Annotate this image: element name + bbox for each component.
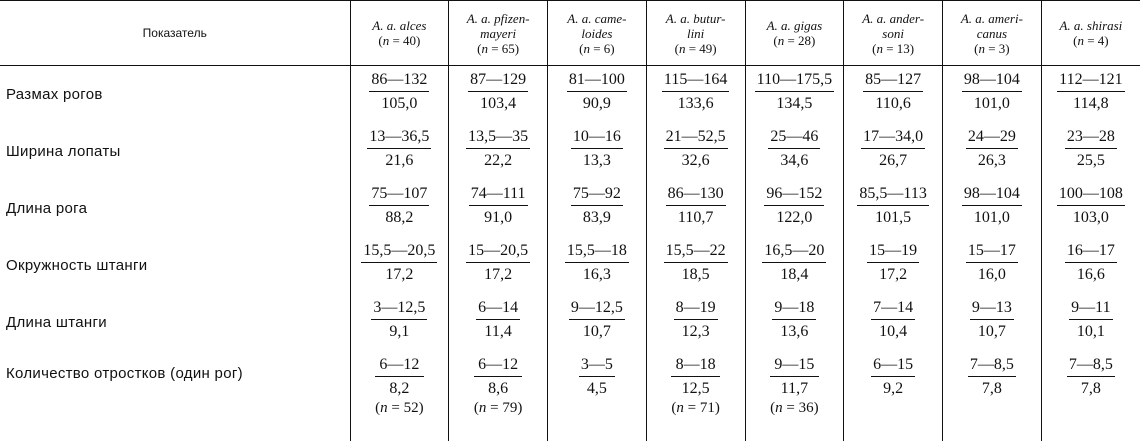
value-cell bbox=[745, 237, 844, 294]
value-cell bbox=[1041, 123, 1140, 180]
value-cell bbox=[449, 123, 548, 180]
value-cell bbox=[548, 351, 647, 441]
mean-value: 134,5 bbox=[776, 95, 813, 112]
mean-value: 9,1 bbox=[389, 323, 410, 340]
value-cell bbox=[548, 294, 647, 351]
range-value: 96—152 bbox=[764, 184, 824, 206]
mean-value: 10,7 bbox=[977, 323, 1006, 340]
range-value: 9—13 bbox=[970, 298, 1014, 320]
range-value: 9—12,5 bbox=[569, 298, 625, 320]
value-cell bbox=[449, 66, 548, 124]
range-value: 15—19 bbox=[867, 241, 919, 263]
subspecies-header bbox=[1041, 1, 1140, 66]
sample-size: (n = 4) bbox=[1073, 33, 1109, 48]
subspecies-name: A. a. ameri- bbox=[960, 10, 1023, 26]
value-cell bbox=[646, 351, 745, 441]
value-cell bbox=[943, 180, 1042, 237]
value-cell bbox=[844, 294, 943, 351]
range-value: 15,5—20,5 bbox=[361, 241, 437, 263]
range-value: 13—36,5 bbox=[367, 127, 431, 149]
range-value: 85—127 bbox=[863, 70, 923, 92]
range-value: 15,5—22 bbox=[664, 241, 728, 263]
subspecies-header bbox=[745, 1, 844, 66]
table-row bbox=[0, 180, 1140, 237]
range-value: 15—17 bbox=[966, 241, 1018, 263]
sample-size: (n = 3) bbox=[974, 40, 1010, 56]
range-value: 6—12 bbox=[375, 355, 423, 377]
range-value: 9—18 bbox=[772, 298, 816, 320]
subspecies-name: A. a. pfizen- bbox=[466, 10, 530, 26]
range-value: 75—107 bbox=[369, 184, 429, 206]
value-cell bbox=[350, 66, 449, 124]
range-value: 115—164 bbox=[662, 70, 729, 92]
value-cell bbox=[844, 123, 943, 180]
range-value: 6—15 bbox=[871, 355, 915, 377]
mean-value: 18,5 bbox=[681, 266, 710, 283]
row-label: Размах рогов bbox=[6, 86, 103, 103]
sample-size: (n = 6) bbox=[579, 40, 615, 56]
subspecies-name: A. a. gigas bbox=[766, 18, 823, 33]
mean-value: 16,0 bbox=[977, 266, 1006, 283]
subspecies-name: A. a. ander- bbox=[862, 10, 925, 26]
mean-value: 105,0 bbox=[381, 95, 418, 112]
range-value: 21—52,5 bbox=[664, 127, 728, 149]
range-value: 15,5—18 bbox=[565, 241, 629, 263]
mean-value: 101,5 bbox=[875, 209, 912, 226]
mean-value: 32,6 bbox=[681, 152, 710, 169]
extra-sample-size: (n = 52) bbox=[375, 400, 424, 416]
mean-value: 4,5 bbox=[586, 380, 607, 397]
value-cell bbox=[548, 237, 647, 294]
indicator-header: Показатель bbox=[0, 1, 350, 66]
mean-value: 10,7 bbox=[582, 323, 611, 340]
mean-value: 110,7 bbox=[677, 209, 714, 226]
range-value: 16—17 bbox=[1065, 241, 1117, 263]
sample-size: (n = 28) bbox=[773, 33, 816, 48]
value-cell bbox=[350, 123, 449, 180]
range-value: 75—92 bbox=[571, 184, 623, 206]
range-value: 7—14 bbox=[871, 298, 915, 320]
subspecies-header bbox=[548, 1, 647, 66]
mean-value: 101,0 bbox=[973, 95, 1010, 112]
value-cell bbox=[350, 237, 449, 294]
mean-value: 17,2 bbox=[385, 266, 414, 283]
range-value: 110—175,5 bbox=[755, 70, 834, 92]
mean-value: 34,6 bbox=[780, 152, 809, 169]
value-cell bbox=[745, 123, 844, 180]
subspecies-header bbox=[646, 1, 745, 66]
range-value: 100—108 bbox=[1057, 184, 1125, 206]
mean-value: 7,8 bbox=[981, 380, 1002, 397]
mean-value: 16,3 bbox=[582, 266, 611, 283]
mean-value: 21,6 bbox=[385, 152, 414, 169]
mean-value: 11,4 bbox=[484, 323, 512, 340]
range-value: 6—12 bbox=[474, 355, 522, 377]
mean-value: 8,2 bbox=[389, 380, 410, 397]
value-cell bbox=[1041, 66, 1140, 124]
value-cell bbox=[1041, 351, 1140, 441]
sample-size: (n = 65) bbox=[477, 40, 520, 56]
mean-value: 103,0 bbox=[1072, 209, 1109, 226]
row-label: Количество отростков (один рог) bbox=[6, 365, 243, 382]
mean-value: 133,6 bbox=[677, 95, 714, 112]
extra-sample-size: (n = 71) bbox=[671, 400, 720, 416]
value-cell bbox=[745, 351, 844, 441]
table-row bbox=[0, 237, 1140, 294]
mean-value: 9,2 bbox=[883, 380, 904, 397]
mean-value: 110,6 bbox=[875, 95, 911, 112]
extra-sample-size: (n = 79) bbox=[473, 400, 523, 416]
value-cell bbox=[350, 351, 449, 441]
value-cell bbox=[1041, 180, 1140, 237]
mean-value: 101,0 bbox=[973, 209, 1010, 226]
value-cell bbox=[449, 180, 548, 237]
mean-value: 11,7 bbox=[780, 380, 809, 397]
extra-sample-size: (n = 36) bbox=[770, 400, 819, 416]
range-value: 7—8,5 bbox=[1067, 355, 1115, 377]
range-value: 9—15 bbox=[770, 355, 818, 377]
mean-value: 91,0 bbox=[484, 209, 513, 226]
mean-value: 25,5 bbox=[1076, 152, 1105, 169]
row-label: Длина штанги bbox=[6, 314, 107, 331]
value-cell bbox=[844, 180, 943, 237]
mean-value: 16,6 bbox=[1076, 266, 1105, 283]
mean-value: 10,4 bbox=[879, 323, 908, 340]
value-cell bbox=[844, 66, 943, 124]
value-cell bbox=[449, 294, 548, 351]
range-value: 81—100 bbox=[567, 70, 627, 92]
mean-value: 83,9 bbox=[582, 209, 611, 226]
sample-size: (n = 49) bbox=[674, 40, 717, 56]
mean-value: 13,3 bbox=[582, 152, 611, 169]
range-value: 98—104 bbox=[962, 184, 1022, 206]
subspecies-header bbox=[943, 1, 1042, 66]
row-label: Ширина лопаты bbox=[6, 143, 121, 160]
sample-size: (n = 13) bbox=[872, 40, 915, 56]
subspecies-name: A. a. butur- bbox=[665, 10, 726, 26]
range-value: 16,5—20 bbox=[762, 241, 826, 263]
mean-value: 22,2 bbox=[484, 152, 513, 169]
mean-value: 103,4 bbox=[480, 95, 517, 112]
value-cell bbox=[745, 180, 844, 237]
range-value: 15—20,5 bbox=[466, 241, 530, 263]
value-cell bbox=[943, 123, 1042, 180]
range-value: 87—129 bbox=[468, 70, 528, 92]
mean-value: 12,5 bbox=[681, 380, 710, 397]
value-cell bbox=[844, 351, 943, 441]
subspecies-name-cont: mayeri bbox=[480, 25, 517, 41]
value-cell bbox=[548, 180, 647, 237]
value-cell bbox=[449, 237, 548, 294]
value-cell bbox=[646, 180, 745, 237]
value-cell bbox=[646, 237, 745, 294]
range-value: 98—104 bbox=[962, 70, 1022, 92]
value-cell bbox=[1041, 237, 1140, 294]
range-value: 10—16 bbox=[571, 127, 623, 149]
range-value: 112—121 bbox=[1057, 70, 1124, 92]
range-value: 3—5 bbox=[579, 355, 615, 377]
range-value: 85,5—113 bbox=[857, 184, 928, 206]
range-value: 7—8,5 bbox=[968, 355, 1016, 377]
mean-value: 17,2 bbox=[484, 266, 513, 283]
mean-value: 17,2 bbox=[879, 266, 908, 283]
value-cell bbox=[943, 294, 1042, 351]
range-value: 23—28 bbox=[1065, 127, 1117, 149]
header-row bbox=[0, 1, 1140, 66]
value-cell bbox=[548, 123, 647, 180]
mean-value: 90,9 bbox=[582, 95, 611, 112]
mean-value: 26,3 bbox=[977, 152, 1006, 169]
mean-value: 122,0 bbox=[776, 209, 813, 226]
subspecies-name-cont: soni bbox=[882, 25, 904, 41]
range-value: 74—111 bbox=[469, 184, 528, 206]
value-cell bbox=[943, 66, 1042, 124]
table-row bbox=[0, 66, 1140, 124]
value-cell bbox=[844, 237, 943, 294]
value-cell bbox=[548, 66, 647, 124]
range-value: 17—34,0 bbox=[861, 127, 925, 149]
value-cell bbox=[1041, 294, 1140, 351]
range-value: 6—14 bbox=[476, 298, 520, 320]
mean-value: 13,6 bbox=[780, 323, 809, 340]
value-cell bbox=[646, 123, 745, 180]
value-cell bbox=[449, 351, 548, 441]
row-label: Окружность штанги bbox=[6, 257, 148, 274]
value-cell bbox=[350, 180, 449, 237]
subspecies-header bbox=[844, 1, 943, 66]
value-cell bbox=[745, 294, 844, 351]
subspecies-header bbox=[350, 1, 449, 66]
value-cell bbox=[646, 66, 745, 124]
value-cell bbox=[646, 294, 745, 351]
subspecies-name-cont: canus bbox=[976, 25, 1008, 41]
mean-value: 10,1 bbox=[1076, 323, 1105, 340]
mean-value: 12,3 bbox=[681, 323, 710, 340]
range-value: 3—12,5 bbox=[371, 298, 427, 320]
value-cell bbox=[745, 66, 844, 124]
table-row bbox=[0, 294, 1140, 351]
range-value: 86—132 bbox=[369, 70, 429, 92]
range-value: 86—130 bbox=[666, 184, 726, 206]
mean-value: 7,8 bbox=[1080, 380, 1101, 397]
value-cell bbox=[943, 351, 1042, 441]
range-value: 8—19 bbox=[674, 298, 718, 320]
subspecies-header bbox=[449, 1, 548, 66]
subspecies-name: A. a. came- bbox=[567, 10, 627, 26]
table-row bbox=[0, 123, 1140, 180]
range-value: 9—11 bbox=[1069, 298, 1112, 320]
range-value: 24—29 bbox=[966, 127, 1018, 149]
mean-value: 88,2 bbox=[385, 209, 414, 226]
sample-size: (n = 40) bbox=[378, 33, 421, 48]
range-value: 8—18 bbox=[671, 355, 719, 377]
mean-value: 8,6 bbox=[488, 380, 509, 397]
value-cell bbox=[350, 294, 449, 351]
subspecies-name-cont: loides bbox=[581, 25, 613, 41]
subspecies-name: A. a. shirasi bbox=[1059, 18, 1123, 33]
mean-value: 26,7 bbox=[879, 152, 908, 169]
range-value: 25—46 bbox=[768, 127, 820, 149]
row-label: Длина рога bbox=[6, 200, 88, 217]
mean-value: 114,8 bbox=[1073, 95, 1109, 112]
subspecies-name-cont: lini bbox=[686, 25, 705, 41]
mean-value: 18,4 bbox=[780, 266, 809, 283]
range-value: 13,5—35 bbox=[466, 127, 530, 149]
subspecies-name: A. a. alces bbox=[372, 18, 427, 33]
value-cell bbox=[943, 237, 1042, 294]
table-row bbox=[0, 351, 1140, 441]
